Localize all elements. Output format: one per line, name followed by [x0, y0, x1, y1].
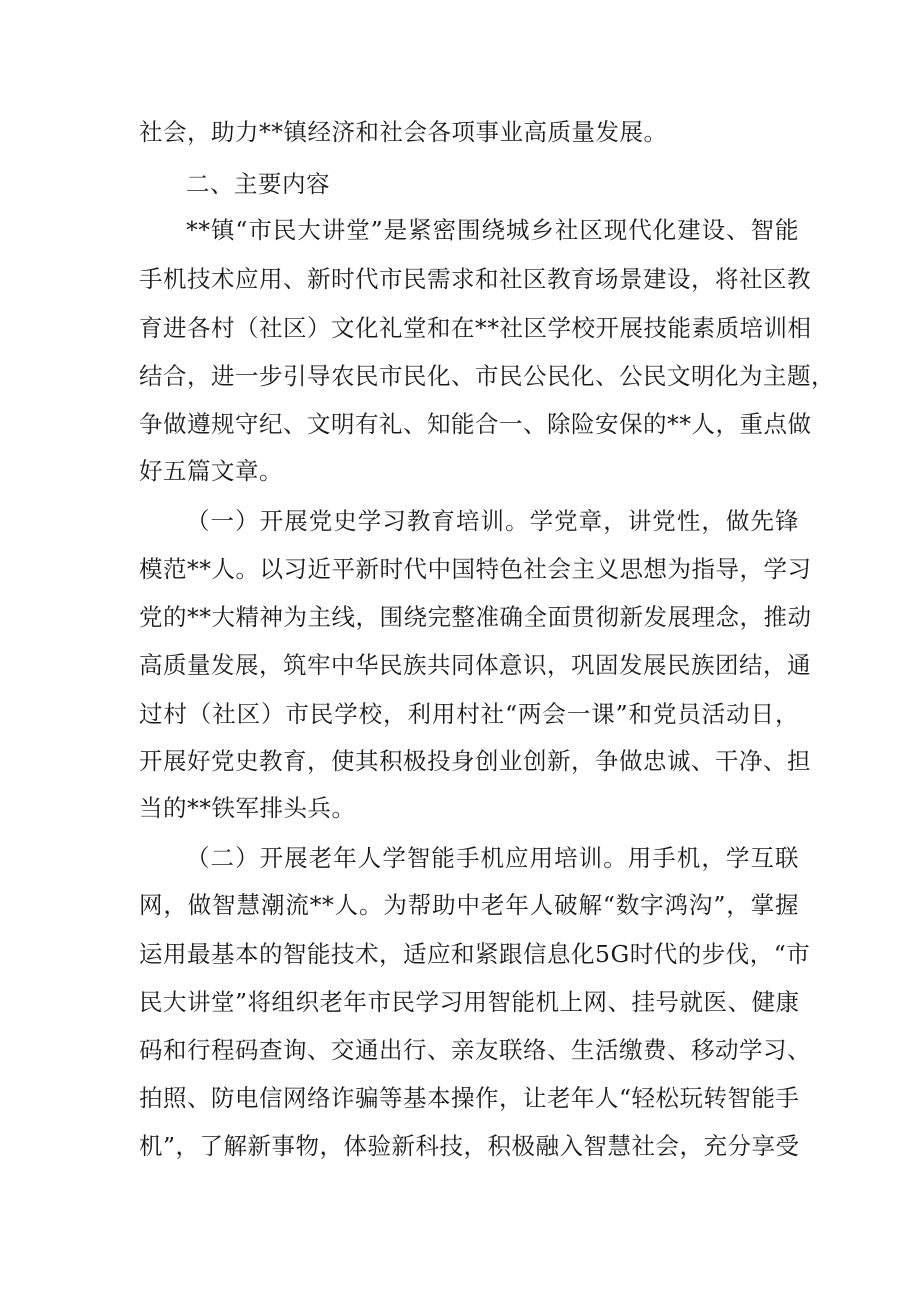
paragraph-line: 手机技术应用、新时代市民需求和社区教育场景建设，将社区教	[139, 265, 811, 293]
paragraph-line: 结合，进一步引导农民市民化、市民公民化、公民文明化为主题，	[139, 362, 835, 390]
paragraph-line: 拍照、防电信网络诈骗等基本操作，让老年人“轻松玩转智能手	[139, 1084, 800, 1112]
paragraph-line: （一）开展党史学习教育培训。学党章，讲党性，做先锋	[186, 507, 799, 535]
paragraph-line: 育进各村（社区）文化礼堂和在**社区学校开展技能素质培训相	[139, 314, 812, 342]
section-heading: 二、主要内容	[186, 170, 330, 198]
paragraph-line: 机”，了解新事物，体验新科技，积极融入智慧社会，充分享受	[139, 1132, 800, 1160]
paragraph-line: 高质量发展，筑牢中华民族共同体意识，巩固发展民族团结，通	[139, 651, 811, 679]
paragraph-line: 开展好党史教育，使其积极投身创业创新，争做忠诚、干净、担	[139, 747, 811, 775]
paragraph-line: 党的**大精神为主线，围绕完整准确全面贯彻新发展理念，推动	[139, 603, 812, 631]
paragraph-line: （二）开展老年人学智能手机应用培训。用手机，学互联	[186, 844, 799, 872]
paragraph-line: 过村（社区）市民学校，利用村社“两会一课”和党员活动日，	[139, 700, 799, 728]
paragraph-line: 码和行程码查询、交通出行、亲友联络、生活缴费、移动学习、	[139, 1036, 811, 1064]
paragraph-line: 争做遵规守纪、文明有礼、知能合一、除险安保的**人，重点做	[139, 410, 812, 438]
paragraph-line: 民大讲堂”将组织老年市民学习用智能机上网、挂号就医、健康	[139, 988, 800, 1016]
paragraph-line: **镇“市民大讲堂”是紧密围绕城乡社区现代化建设、智能	[186, 216, 799, 244]
paragraph-line: 当的**铁军排头兵。	[139, 794, 356, 822]
paragraph-line: 好五篇文章。	[139, 457, 283, 485]
paragraph-line: 运用最基本的智能技术，适应和紧跟信息化5G时代的步伐，“市	[139, 940, 811, 968]
paragraph-line: 网，做智慧潮流**人。为帮助中老年人破解“数字鸿沟”，掌握	[139, 891, 799, 919]
paragraph-line: 模范**人。以习近平新时代中国特色社会主义思想为指导，学习	[139, 555, 812, 583]
paragraph-line: 社会，助力**镇经济和社会各项事业高质量发展。	[139, 118, 668, 146]
